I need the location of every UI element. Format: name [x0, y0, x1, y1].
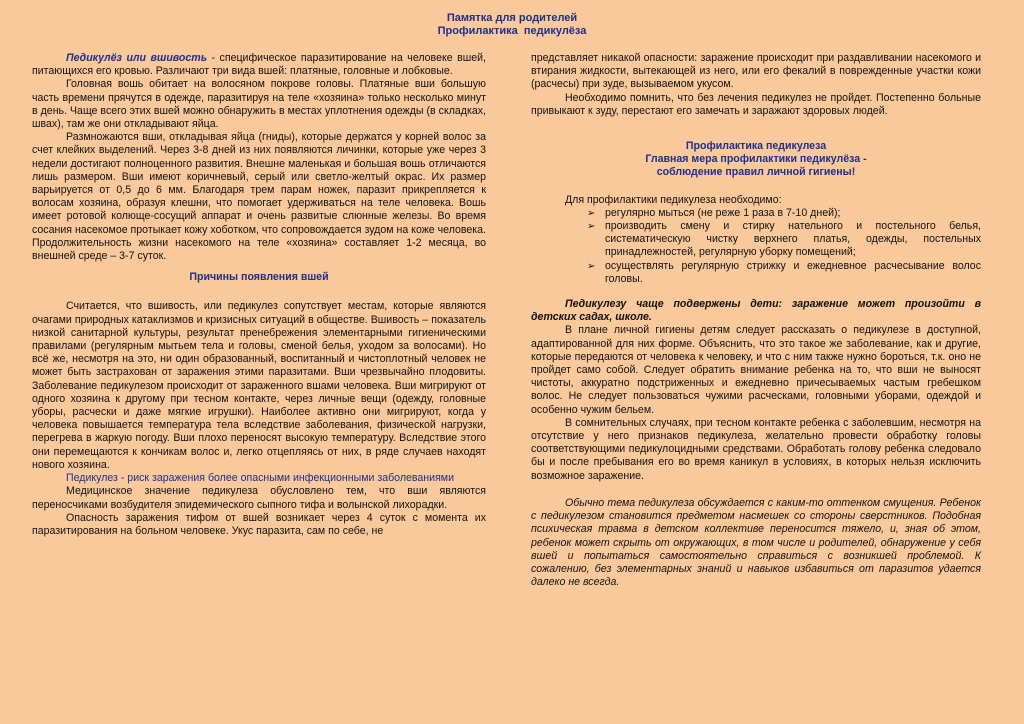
children-risk-paragraph: Педикулезу чаще подвержены дети: заражение может произойти в детских садах, школе.	[531, 298, 981, 324]
page-title: Памятка для родителей	[446, 12, 578, 24]
right-column	[531, 52, 981, 589]
embarrassment-paragraph: Обычно тема педикулеза обсуждается с каким-то оттенком смущения. Ребенок с педикулезом становится предметом насмешек со стороны сверстников. Подобная психическая травма в детском коллективе переносится тяжело, и, зная об этом, ребенок может скрыть от окружающих, в том числе и родителей, обнаружение у себя вшей и попытаться самостоятельно справиться с возникшей проблемой. К сожалению, без элементарных знаний и навыков избавиться от паразитов удается далеко не всегда.	[531, 496, 981, 589]
arrow-bullet-icon: ➢	[587, 260, 596, 272]
prevention-list	[531, 207, 981, 286]
treatment-paragraph: Необходимо помнить, что без лечения педикулез не пройдет. Постепенно больные привыкают к зуду, перестают его замечать и заражают здоровых людей.	[531, 91, 981, 117]
prevention-heading-line2: Главная мера профилактики педикулёза -	[645, 153, 867, 166]
page-header	[0, 12, 1024, 38]
left-column	[32, 52, 486, 538]
typhus-paragraph: Опасность заражения тифом от вшей возникает через 4 суток с момента их паразитирования на больном человеке. Укус паразита, сам по себе, не	[32, 511, 486, 537]
list-item: ➢ осуществлять регулярную стрижку и ежедневное расчесывание волос головы.	[587, 259, 981, 285]
prevention-heading-line1: Профилактика педикулеза	[685, 140, 827, 153]
causes-paragraph: Считается, что вшивость, или педикулез сопутствует местам, которые являются очагами природных катаклизмов и кризисных ситуаций в обществе. Вшивость – показатель низкой санитарной культуры, результат пренебрежения элементарными гигиеническими правилами (регулярным мытьем тела и головы, сменой белья, уходом за волосами). Но всё же, несмотря на это, ни один образованный, воспитанный и чистоплотный человек не может быть застрахован от заражения этими паразитами. Вши чрезвычайно плодовиты. Заболевание педикулезом происходит от зараженного вшами человека. Вши мигрируют от одного хозяина к другому при тесном контакте, через личные вещи (одежду, головные уборы, расчески и даже мягкие игрушки). Наиболее активно они мигрируют, когда у человека повышается температура тела вследствие заболевания, физической нагрузки, перегрева в жаркую погоду. Вши плохо переносят высокую температуру. Вследствие этого они перемещаются к кончикам волос и, легко отцепляясь от них, в ряде случаев находят нового хозяина.	[32, 300, 486, 471]
arrow-bullet-icon: ➢	[587, 207, 596, 219]
intro-paragraph	[32, 52, 486, 78]
head-louse-paragraph: Головная вошь обитает на волосяном покрове головы. Платяные вши большую часть времени прячутся в одежде, паразитируя на теле «хозяина» только несколько минут в день. Чаще всего этих вшей можно обнаружить в местах уплотнения одежды (в складках, швах), там же они откладывают яйца.	[32, 78, 486, 131]
prevention-heading-line3: соблюдение правил личной гигиены!	[656, 166, 856, 179]
arrow-bullet-icon: ➢	[587, 221, 596, 233]
page-subtitle: Профилактика педикулёза	[437, 25, 587, 37]
medical-paragraph: Медицинское значение педикулеза обусловлено тем, что вши являются переносчиками возбудителя эпидемического сыпного тифа и волынской лихорадки.	[32, 485, 486, 511]
list-item: ➢ регулярно мыться (не реже 1 раза в 7-10 дней);	[587, 206, 841, 219]
hygiene-paragraph: В плане личной гигиены детям следует рассказать о педикулезе в доступной, адаптированной для них форме. Объяснить, что это такое же заболевание, как и другие, которые передаются от человека к человеку, и что с ним также нужно бороться, т.к. оно не пройдет само собой. Следует обратить внимание ребенка на то, что вши не выносят чистоты, аккуратно подстриженных и ежедневно причесываемых частым гребешком волос. Не следует пользоваться чужими расческами, головными уборами, одеждой и особенно чужим бельем.	[531, 324, 981, 416]
pediculosis-term: Педикулёз или вшивость	[66, 52, 207, 64]
reproduction-paragraph: Размножаются вши, откладывая яйца (гниды), которые держатся у корней волос за счет клейких выделений. Через 3-8 дней из них появляются личинки, которые уже через 3 недели достигают полноценного развития. Внешне маленькая и большая вошь отличаются лишь размером. Вши имеют коричневый, серый или светло-желтый окрас. Их размер варьируется от 0,5 до 6 мм. Благодаря трем парам ножек, паразит прикрепляется к волосам хозяина, образуя клешни, что помогает удерживаться на теле человека. Вошь имеет ротовой колюще-сосущий аппарат и очень развитые слюнные железы. Во время сосания насекомое протыкает кожу хоботком, что сопровождается зудом на коже человека. Продолжительность жизни насекомого на теле «хозяина» составляет 1-2 месяца, во внешней среде – 3-7 суток.	[32, 131, 486, 263]
prevention-heading	[531, 140, 981, 180]
list-intro: Для профилактики педикулеза необходимо:	[565, 193, 782, 206]
causes-heading: Причины появления вшей	[189, 271, 329, 284]
intro-text: - специфическое паразитирование на человеке вшей, питающихся его кровью. Различают три вида вшей: платяные, головные и лобковые.	[32, 52, 486, 78]
risk-paragraph: Педикулез - риск заражения более опасными инфекционными заболеваниями	[66, 472, 455, 485]
list-item: ➢ производить смену и стирку нательного и постельного белья, систематическую чистку верхнего платья, одежды, постельных принадлежностей, регулярную уборку помещений;	[587, 220, 981, 259]
contact-paragraph: В сомнительных случаях, при тесном контакте ребенка с заболевшим, несмотря на отсутствие у него признаков педикулеза, желательно провести обработку головы соответствующими педикулоцидными средствами. Обработать голову ребенка следовало бы и после пребывания его во время каникул в условиях, в которых нельзя исключить возможное заражение.	[531, 416, 981, 482]
continuation-paragraph: представляет никакой опасности: заражение происходит при раздавливании насекомого и втирания жидкости, вытекающей из него, или его фекалий в поврежденные участки кожи (расчесы) при зуде, вызываемом укусом.	[531, 52, 981, 91]
